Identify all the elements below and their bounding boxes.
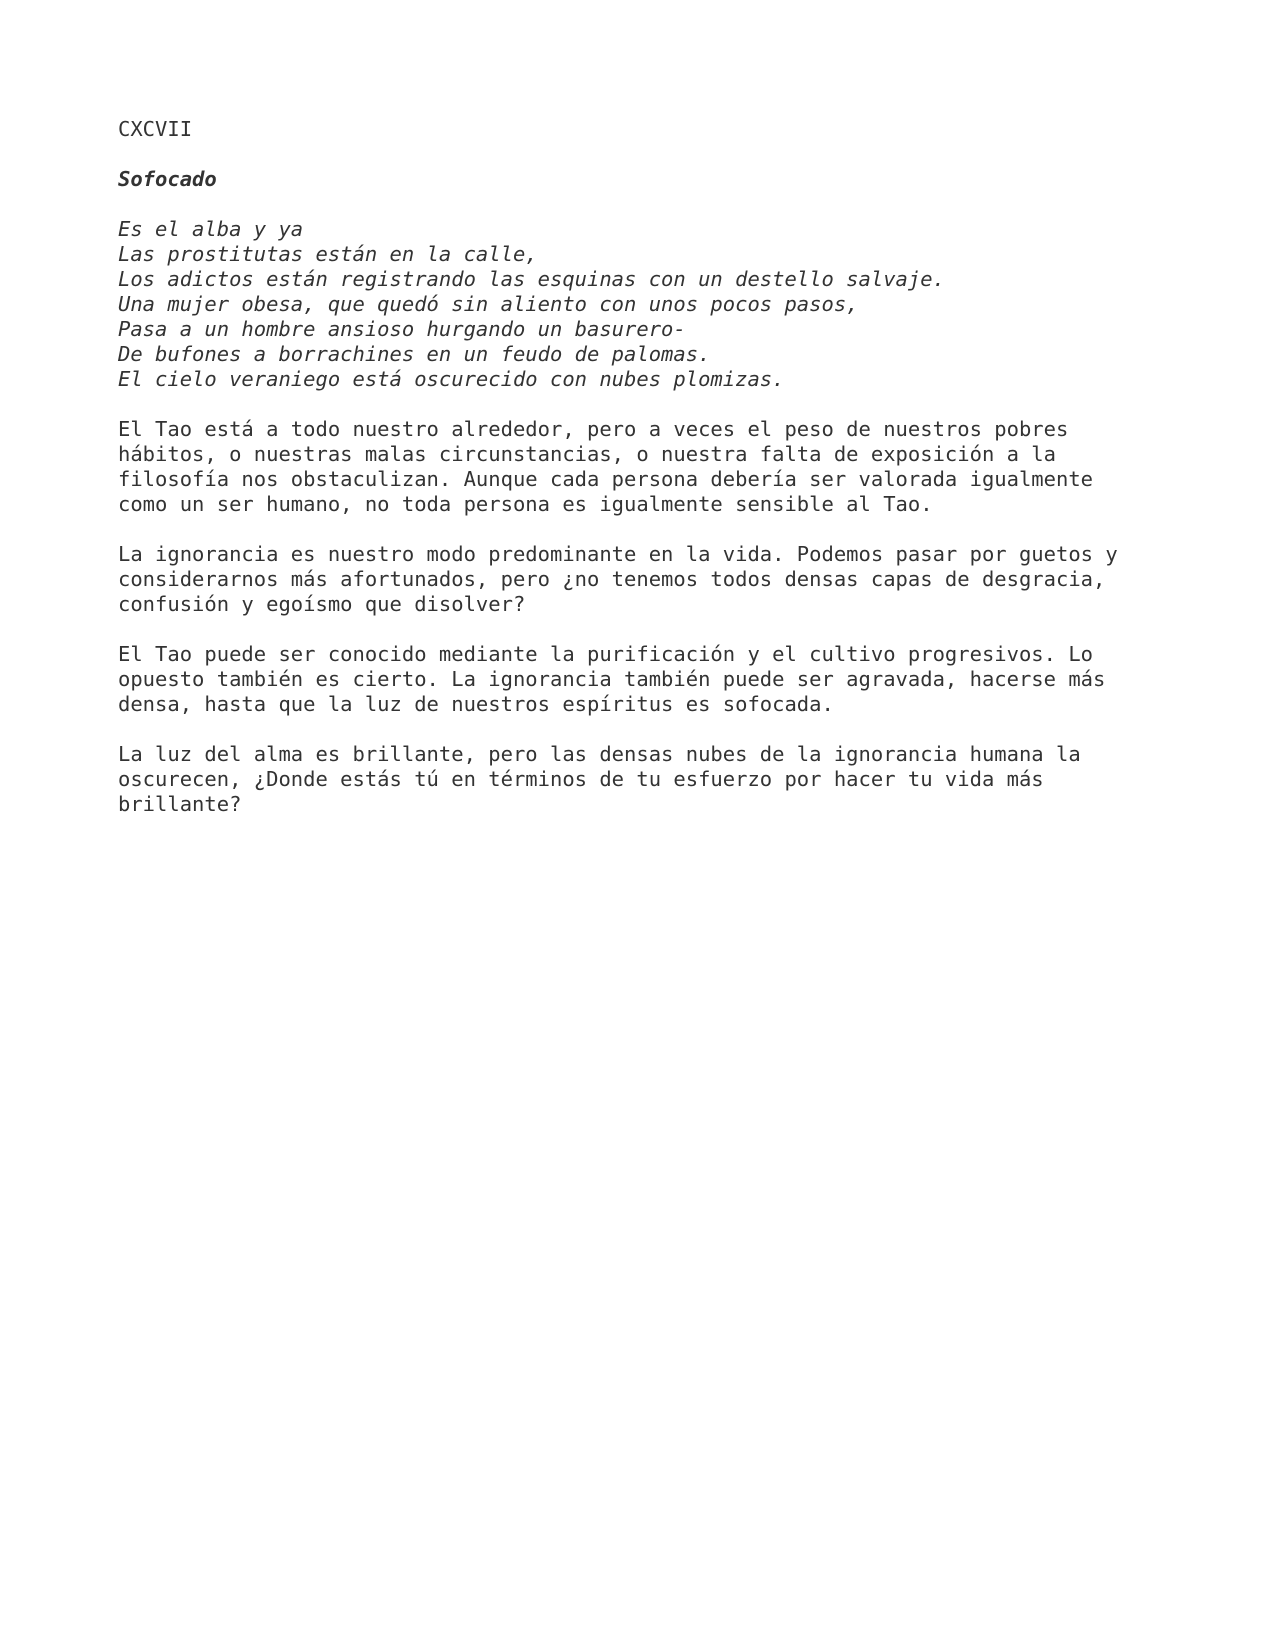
- paragraph-3: [118, 642, 1238, 717]
- paragraph-line: La ignorancia es nuestro modo predominante en la vida. Podemos pasar por guetos y: [118, 542, 1118, 566]
- paragraph-line: La luz del alma es brillante, pero las densas nubes de la ignorancia humana la: [118, 742, 1081, 766]
- poem-line: Las prostitutas están en la calle,: [118, 242, 538, 266]
- paragraph-1: [118, 417, 1238, 517]
- paragraph-2: [118, 542, 1238, 617]
- poem-title: Sofocado: [118, 167, 217, 191]
- paragraph-line: El Tao puede ser conocido mediante la purificación y el cultivo progresivos. Lo: [118, 642, 1094, 666]
- paragraph-line: densa, hasta que la luz de nuestros espíritus es sofocada.: [118, 692, 834, 716]
- paragraph-line: hábitos, o nuestras malas circunstancias, o nuestra falta de exposición a la: [118, 442, 1056, 466]
- spacer: [118, 192, 1238, 217]
- paragraph-line: considerarnos más afortunados, pero ¿no tenemos todos densas capas de desgracia,: [118, 567, 1106, 591]
- poem-line: Es el alba y ya: [118, 217, 304, 241]
- spacer: [118, 142, 1238, 167]
- spacer: [118, 717, 1238, 742]
- poem-line: De bufones a borrachines en un feudo de palomas.: [118, 342, 711, 366]
- paragraph-4: [118, 742, 1238, 817]
- paragraph-line: brillante?: [118, 792, 242, 816]
- poem: [118, 217, 1238, 392]
- spacer: [118, 617, 1238, 642]
- spacer: [118, 517, 1238, 542]
- paragraph-line: El Tao está a todo nuestro alrededor, pero a veces el peso de nuestros pobres: [118, 417, 1069, 441]
- document-page: [118, 117, 1238, 817]
- paragraph-line: filosofía nos obstaculizan. Aunque cada persona debería ser valorada igualmente: [118, 467, 1094, 491]
- paragraph-line: opuesto también es cierto. La ignorancia también puede ser agravada, hacerse más: [118, 667, 1106, 691]
- paragraph-line: oscurecen, ¿Donde estás tú en términos de tu esfuerzo por hacer tu vida más: [118, 767, 1044, 791]
- poem-line: Los adictos están registrando las esquinas con un destello salvaje.: [118, 267, 945, 291]
- poem-line: El cielo veraniego está oscurecido con nubes plomizas.: [118, 367, 785, 391]
- poem-line: Una mujer obesa, que quedó sin aliento con unos pocos pasos,: [118, 292, 859, 316]
- paragraph-line: como un ser humano, no toda persona es igualmente sensible al Tao.: [118, 492, 933, 516]
- spacer: [118, 392, 1238, 417]
- paragraph-line: confusión y egoísmo que disolver?: [118, 592, 526, 616]
- chapter-number: CXCVII: [118, 117, 193, 141]
- poem-line: Pasa a un hombre ansioso hurgando un basurero-: [118, 317, 686, 341]
